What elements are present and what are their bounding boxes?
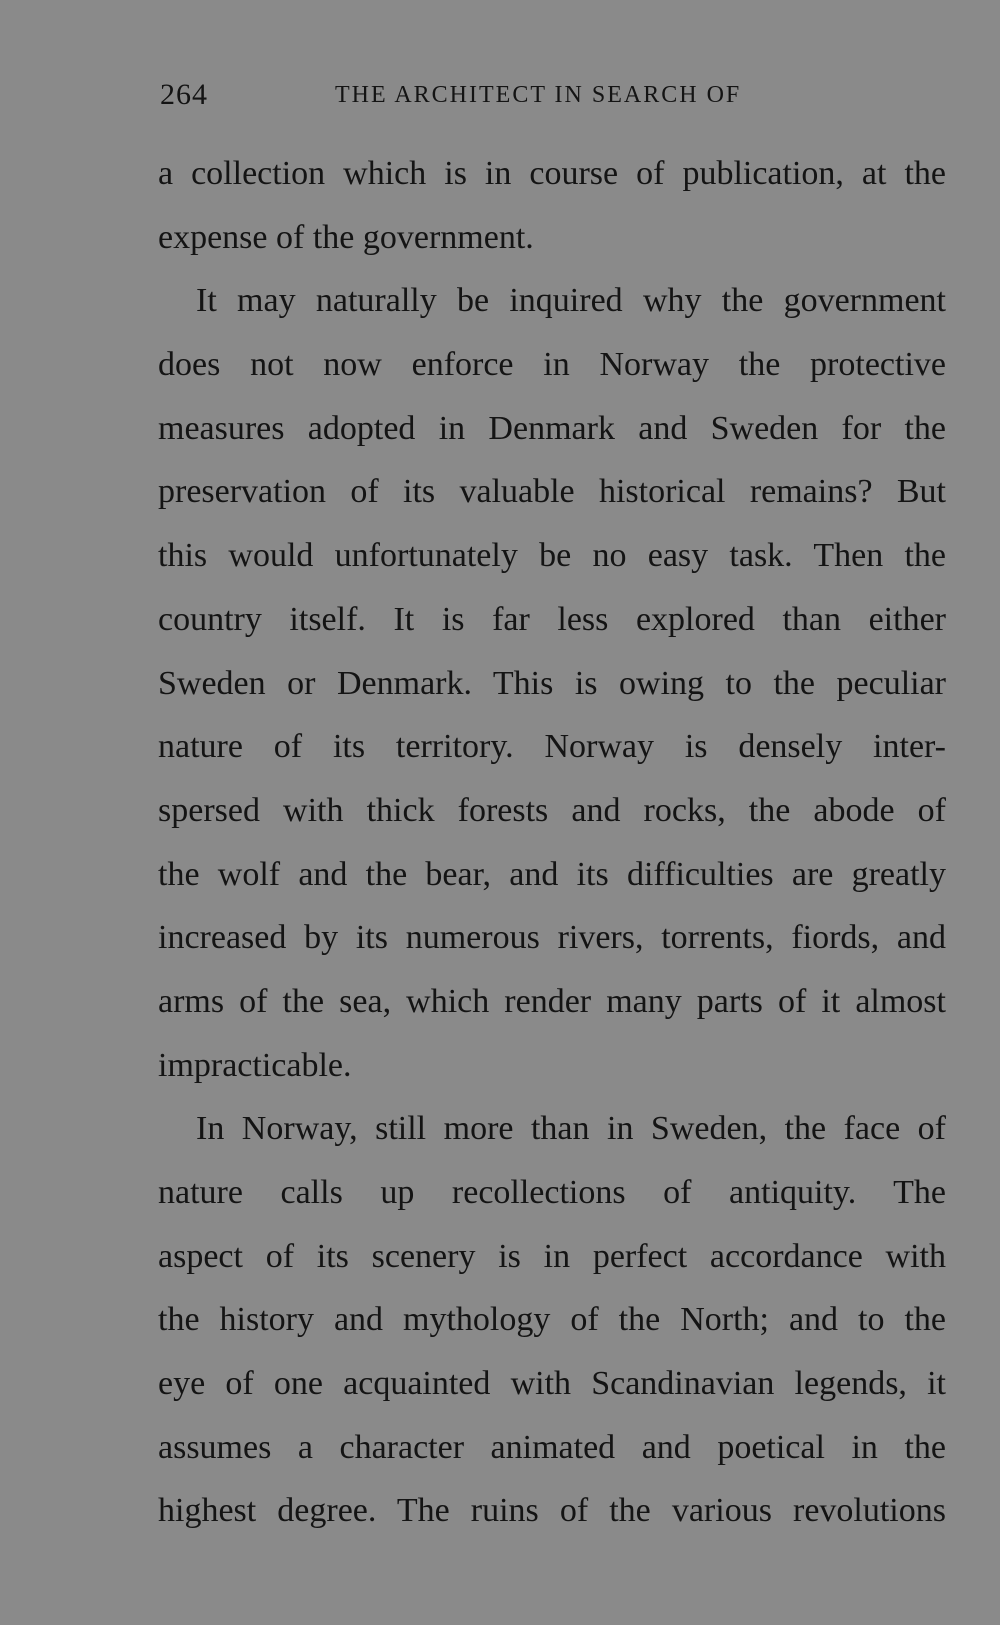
text-line: increased by its numerous rivers, torrents, fiords, and <box>158 919 946 957</box>
text-line: arms of the sea, which render many parts of it almost <box>158 982 946 1020</box>
text-line: highest degree. The ruins of the various revolutions <box>158 1492 946 1530</box>
text-line: a collection which is in course of publication, at the <box>158 155 946 192</box>
running-header <box>160 74 950 114</box>
text-line: It may naturally be inquired why the government <box>196 282 946 320</box>
text-line: expense of the government. <box>158 218 534 256</box>
text-line: nature calls up recollections of antiquity. The <box>158 1174 946 1211</box>
text-line: preservation of its valuable historical remains? But <box>158 473 946 511</box>
body-text <box>158 142 946 1543</box>
text-line: impracticable. <box>158 1046 352 1084</box>
text-line: this would unfortunately be no easy task. Then the <box>158 537 946 575</box>
text-line: measures adopted in Denmark and Sweden for the <box>158 409 946 447</box>
running-title: THE ARCHITECT IN SEARCH OF <box>335 82 742 108</box>
text-line: the history and mythology of the North; and to the <box>158 1301 946 1339</box>
text-line: country itself. It is far less explored than either <box>158 600 946 638</box>
text-line: does not now enforce in Norway the protective <box>158 346 946 384</box>
text-line: the wolf and the bear, and its difficulties are greatly <box>158 855 946 893</box>
text-line: aspect of its scenery is in perfect accordance with <box>158 1237 946 1275</box>
page-number: 264 <box>160 78 208 111</box>
text-line: assumes a character animated and poetical in the <box>158 1428 946 1466</box>
text-line: Sweden or Denmark. This is owing to the peculiar <box>158 664 946 702</box>
text-line: In Norway, still more than in Sweden, the face of <box>196 1110 946 1148</box>
text-line: eye of one acquainted with Scandinavian legends, it <box>158 1365 946 1403</box>
text-line: nature of its territory. Norway is densely inter- <box>158 728 946 766</box>
text-line: spersed with thick forests and rocks, the abode of <box>158 791 946 829</box>
